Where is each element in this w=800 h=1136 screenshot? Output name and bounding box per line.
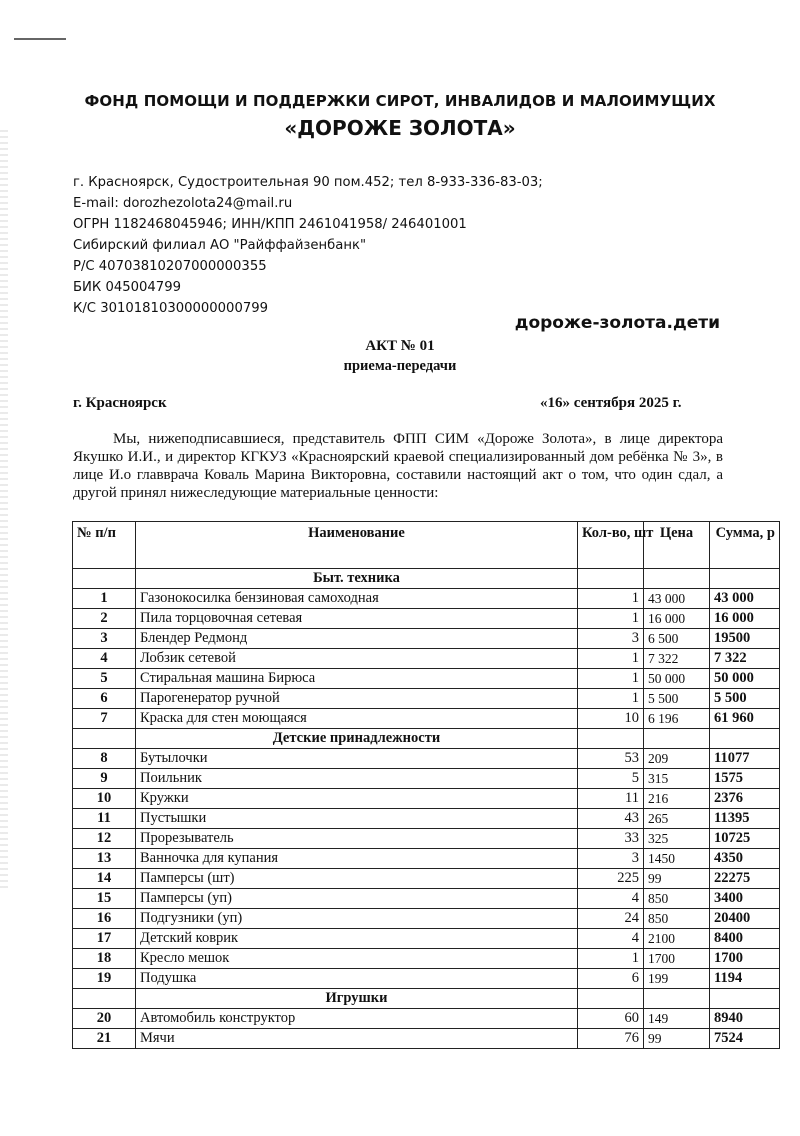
table-row xyxy=(73,709,780,729)
item-sum: 5 500 xyxy=(710,689,780,709)
section-num-cell xyxy=(73,989,136,1009)
item-name: Кресло мешок xyxy=(136,949,578,969)
item-name: Подгузники (уп) xyxy=(136,909,578,929)
item-qty: 1 xyxy=(578,589,644,609)
item-name: Лобзик сетевой xyxy=(136,649,578,669)
item-sum: 7524 xyxy=(710,1029,780,1049)
item-price: 315 xyxy=(644,769,710,789)
row-number: 12 xyxy=(73,829,136,849)
table-row xyxy=(73,869,780,889)
contact-email: E-mail: dorozhezolota24@mail.ru xyxy=(73,196,293,211)
item-name: Газонокосилка бензиновая самоходная xyxy=(136,589,578,609)
item-sum: 1700 xyxy=(710,949,780,969)
item-price: 1450 xyxy=(644,849,710,869)
table-row xyxy=(73,669,780,689)
section-row xyxy=(73,729,780,749)
item-name: Бутылочки xyxy=(136,749,578,769)
table-row xyxy=(73,789,780,809)
row-number: 5 xyxy=(73,669,136,689)
item-sum: 22275 xyxy=(710,869,780,889)
item-price: 1700 xyxy=(644,949,710,969)
row-number: 3 xyxy=(73,629,136,649)
item-sum: 3400 xyxy=(710,889,780,909)
org-name-line1: ФОНД ПОМОЩИ И ПОДДЕРЖКИ СИРОТ, ИНВАЛИДОВ И МАЛОИМУЩИХ xyxy=(84,92,716,110)
scan-artifact-line xyxy=(14,38,66,40)
item-name: Памперсы (уп) xyxy=(136,889,578,909)
item-price: 16 000 xyxy=(644,609,710,629)
item-name: Детский коврик xyxy=(136,929,578,949)
section-sum-cell xyxy=(710,729,780,749)
item-qty: 4 xyxy=(578,889,644,909)
section-title: Быт. техника xyxy=(136,569,578,589)
contact-address: г. Красноярск, Судостроительная 90 пом.452; тел 8-933-336-83-03; xyxy=(73,175,543,190)
item-sum: 8940 xyxy=(710,1009,780,1029)
header-qty: Кол-во, шт xyxy=(578,522,644,569)
item-name: Пустышки xyxy=(136,809,578,829)
section-price-cell xyxy=(644,729,710,749)
row-number: 6 xyxy=(73,689,136,709)
item-price: 850 xyxy=(644,909,710,929)
act-subtitle: приема-передачи xyxy=(343,358,457,374)
item-sum: 1194 xyxy=(710,969,780,989)
table-row xyxy=(73,1009,780,1029)
row-number: 15 xyxy=(73,889,136,909)
section-qty-cell xyxy=(578,989,644,1009)
row-number: 2 xyxy=(73,609,136,629)
item-qty: 225 xyxy=(578,869,644,889)
item-price: 199 xyxy=(644,969,710,989)
table-row xyxy=(73,809,780,829)
contact-bank: Сибирский филиал АО "Райффайзенбанк" xyxy=(73,238,367,253)
table-row xyxy=(73,749,780,769)
item-sum: 7 322 xyxy=(710,649,780,669)
item-qty: 33 xyxy=(578,829,644,849)
item-price: 850 xyxy=(644,889,710,909)
table-row xyxy=(73,649,780,669)
row-number: 18 xyxy=(73,949,136,969)
item-sum: 4350 xyxy=(710,849,780,869)
contacts-block xyxy=(73,172,543,319)
item-name: Парогенератор ручной xyxy=(136,689,578,709)
item-name: Стиральная машина Бирюса xyxy=(136,669,578,689)
item-sum: 2376 xyxy=(710,789,780,809)
row-number: 21 xyxy=(73,1029,136,1049)
org-name-line2: «ДОРОЖЕ ЗОЛОТА» xyxy=(284,116,516,140)
website: дороже-золота.дети xyxy=(514,313,720,333)
row-number: 11 xyxy=(73,809,136,829)
item-qty: 10 xyxy=(578,709,644,729)
table-row xyxy=(73,689,780,709)
header-price: Цена xyxy=(644,522,710,569)
item-qty: 60 xyxy=(578,1009,644,1029)
item-sum: 16 000 xyxy=(710,609,780,629)
item-qty: 5 xyxy=(578,769,644,789)
table-row xyxy=(73,949,780,969)
item-sum: 20400 xyxy=(710,909,780,929)
item-qty: 24 xyxy=(578,909,644,929)
item-name: Подушка xyxy=(136,969,578,989)
item-sum: 10725 xyxy=(710,829,780,849)
table-row xyxy=(73,889,780,909)
table-row xyxy=(73,769,780,789)
act-city: г. Красноярск xyxy=(73,395,167,411)
section-sum-cell xyxy=(710,569,780,589)
item-qty: 43 xyxy=(578,809,644,829)
items-table xyxy=(72,521,780,1049)
contact-rs: Р/С 40703810207000000355 xyxy=(73,259,267,274)
item-price: 2100 xyxy=(644,929,710,949)
scan-artifact-edge xyxy=(0,130,8,890)
section-price-cell xyxy=(644,569,710,589)
section-row xyxy=(73,989,780,1009)
table-row xyxy=(73,629,780,649)
section-price-cell xyxy=(644,989,710,1009)
item-qty: 76 xyxy=(578,1029,644,1049)
header-num: № п/п xyxy=(73,522,136,569)
row-number: 16 xyxy=(73,909,136,929)
item-qty: 3 xyxy=(578,849,644,869)
row-number: 14 xyxy=(73,869,136,889)
item-price: 265 xyxy=(644,809,710,829)
item-price: 216 xyxy=(644,789,710,809)
item-price: 209 xyxy=(644,749,710,769)
act-date: «16» сентября 2025 г. xyxy=(540,395,682,411)
item-name: Памперсы (шт) xyxy=(136,869,578,889)
section-sum-cell xyxy=(710,989,780,1009)
table-row xyxy=(73,1029,780,1049)
header-name: Наименование xyxy=(136,522,578,569)
section-num-cell xyxy=(73,729,136,749)
table-row xyxy=(73,609,780,629)
section-row xyxy=(73,569,780,589)
table-row xyxy=(73,909,780,929)
table-row xyxy=(73,929,780,949)
item-name: Мячи xyxy=(136,1029,578,1049)
table-row xyxy=(73,589,780,609)
row-number: 17 xyxy=(73,929,136,949)
section-qty-cell xyxy=(578,729,644,749)
item-price: 50 000 xyxy=(644,669,710,689)
item-price: 43 000 xyxy=(644,589,710,609)
row-number: 10 xyxy=(73,789,136,809)
item-qty: 1 xyxy=(578,689,644,709)
row-number: 13 xyxy=(73,849,136,869)
item-sum: 61 960 xyxy=(710,709,780,729)
item-qty: 1 xyxy=(578,609,644,629)
item-price: 5 500 xyxy=(644,689,710,709)
section-title: Игрушки xyxy=(136,989,578,1009)
row-number: 20 xyxy=(73,1009,136,1029)
item-sum: 19500 xyxy=(710,629,780,649)
item-qty: 1 xyxy=(578,949,644,969)
table-row xyxy=(73,829,780,849)
row-number: 7 xyxy=(73,709,136,729)
item-sum: 11395 xyxy=(710,809,780,829)
row-number: 1 xyxy=(73,589,136,609)
act-title: АКТ № 01 xyxy=(365,338,435,354)
row-number: 4 xyxy=(73,649,136,669)
item-name: Пила торцовочная сетевая xyxy=(136,609,578,629)
item-price: 99 xyxy=(644,869,710,889)
item-qty: 1 xyxy=(578,649,644,669)
item-price: 99 xyxy=(644,1029,710,1049)
item-sum: 1575 xyxy=(710,769,780,789)
item-qty: 4 xyxy=(578,929,644,949)
contact-bik: БИК 045004799 xyxy=(73,280,181,295)
item-sum: 8400 xyxy=(710,929,780,949)
section-qty-cell xyxy=(578,569,644,589)
item-qty: 53 xyxy=(578,749,644,769)
item-sum: 43 000 xyxy=(710,589,780,609)
item-qty: 1 xyxy=(578,669,644,689)
section-num-cell xyxy=(73,569,136,589)
row-number: 19 xyxy=(73,969,136,989)
item-qty: 6 xyxy=(578,969,644,989)
item-name: Прорезыватель xyxy=(136,829,578,849)
item-name: Краска для стен моющаяся xyxy=(136,709,578,729)
item-qty: 11 xyxy=(578,789,644,809)
item-price: 149 xyxy=(644,1009,710,1029)
act-intro: Мы, нижеподписавшиеся, представитель ФПП СИМ «Дороже Золота», в лице директора Якушко И.И., и директор КГКУЗ «Красноярский краевой специализированный дом ребёнка № 3», в лице И.о главврача Коваль Марина Викторовна, составили настоящий акт о том, что один сдал, а другой принял нижеследующие материальные ценности: xyxy=(73,431,723,501)
table-row xyxy=(73,969,780,989)
item-price: 325 xyxy=(644,829,710,849)
item-sum: 50 000 xyxy=(710,669,780,689)
item-price: 7 322 xyxy=(644,649,710,669)
row-number: 8 xyxy=(73,749,136,769)
item-name: Ванночка для купания xyxy=(136,849,578,869)
item-name: Блендер Редмонд xyxy=(136,629,578,649)
table-header-row xyxy=(73,522,780,569)
item-price: 6 500 xyxy=(644,629,710,649)
item-name: Поильник xyxy=(136,769,578,789)
table-row xyxy=(73,849,780,869)
contact-ks: К/С 30101810300000000799 xyxy=(73,301,269,316)
item-qty: 3 xyxy=(578,629,644,649)
row-number: 9 xyxy=(73,769,136,789)
section-title: Детские принадлежности xyxy=(136,729,578,749)
item-sum: 11077 xyxy=(710,749,780,769)
item-name: Автомобиль конструктор xyxy=(136,1009,578,1029)
header-sum: Сумма, р xyxy=(710,522,780,569)
item-price: 6 196 xyxy=(644,709,710,729)
contact-ogrn: ОГРН 1182468045946; ИНН/КПП 2461041958/ 246401001 xyxy=(73,217,467,232)
item-name: Кружки xyxy=(136,789,578,809)
